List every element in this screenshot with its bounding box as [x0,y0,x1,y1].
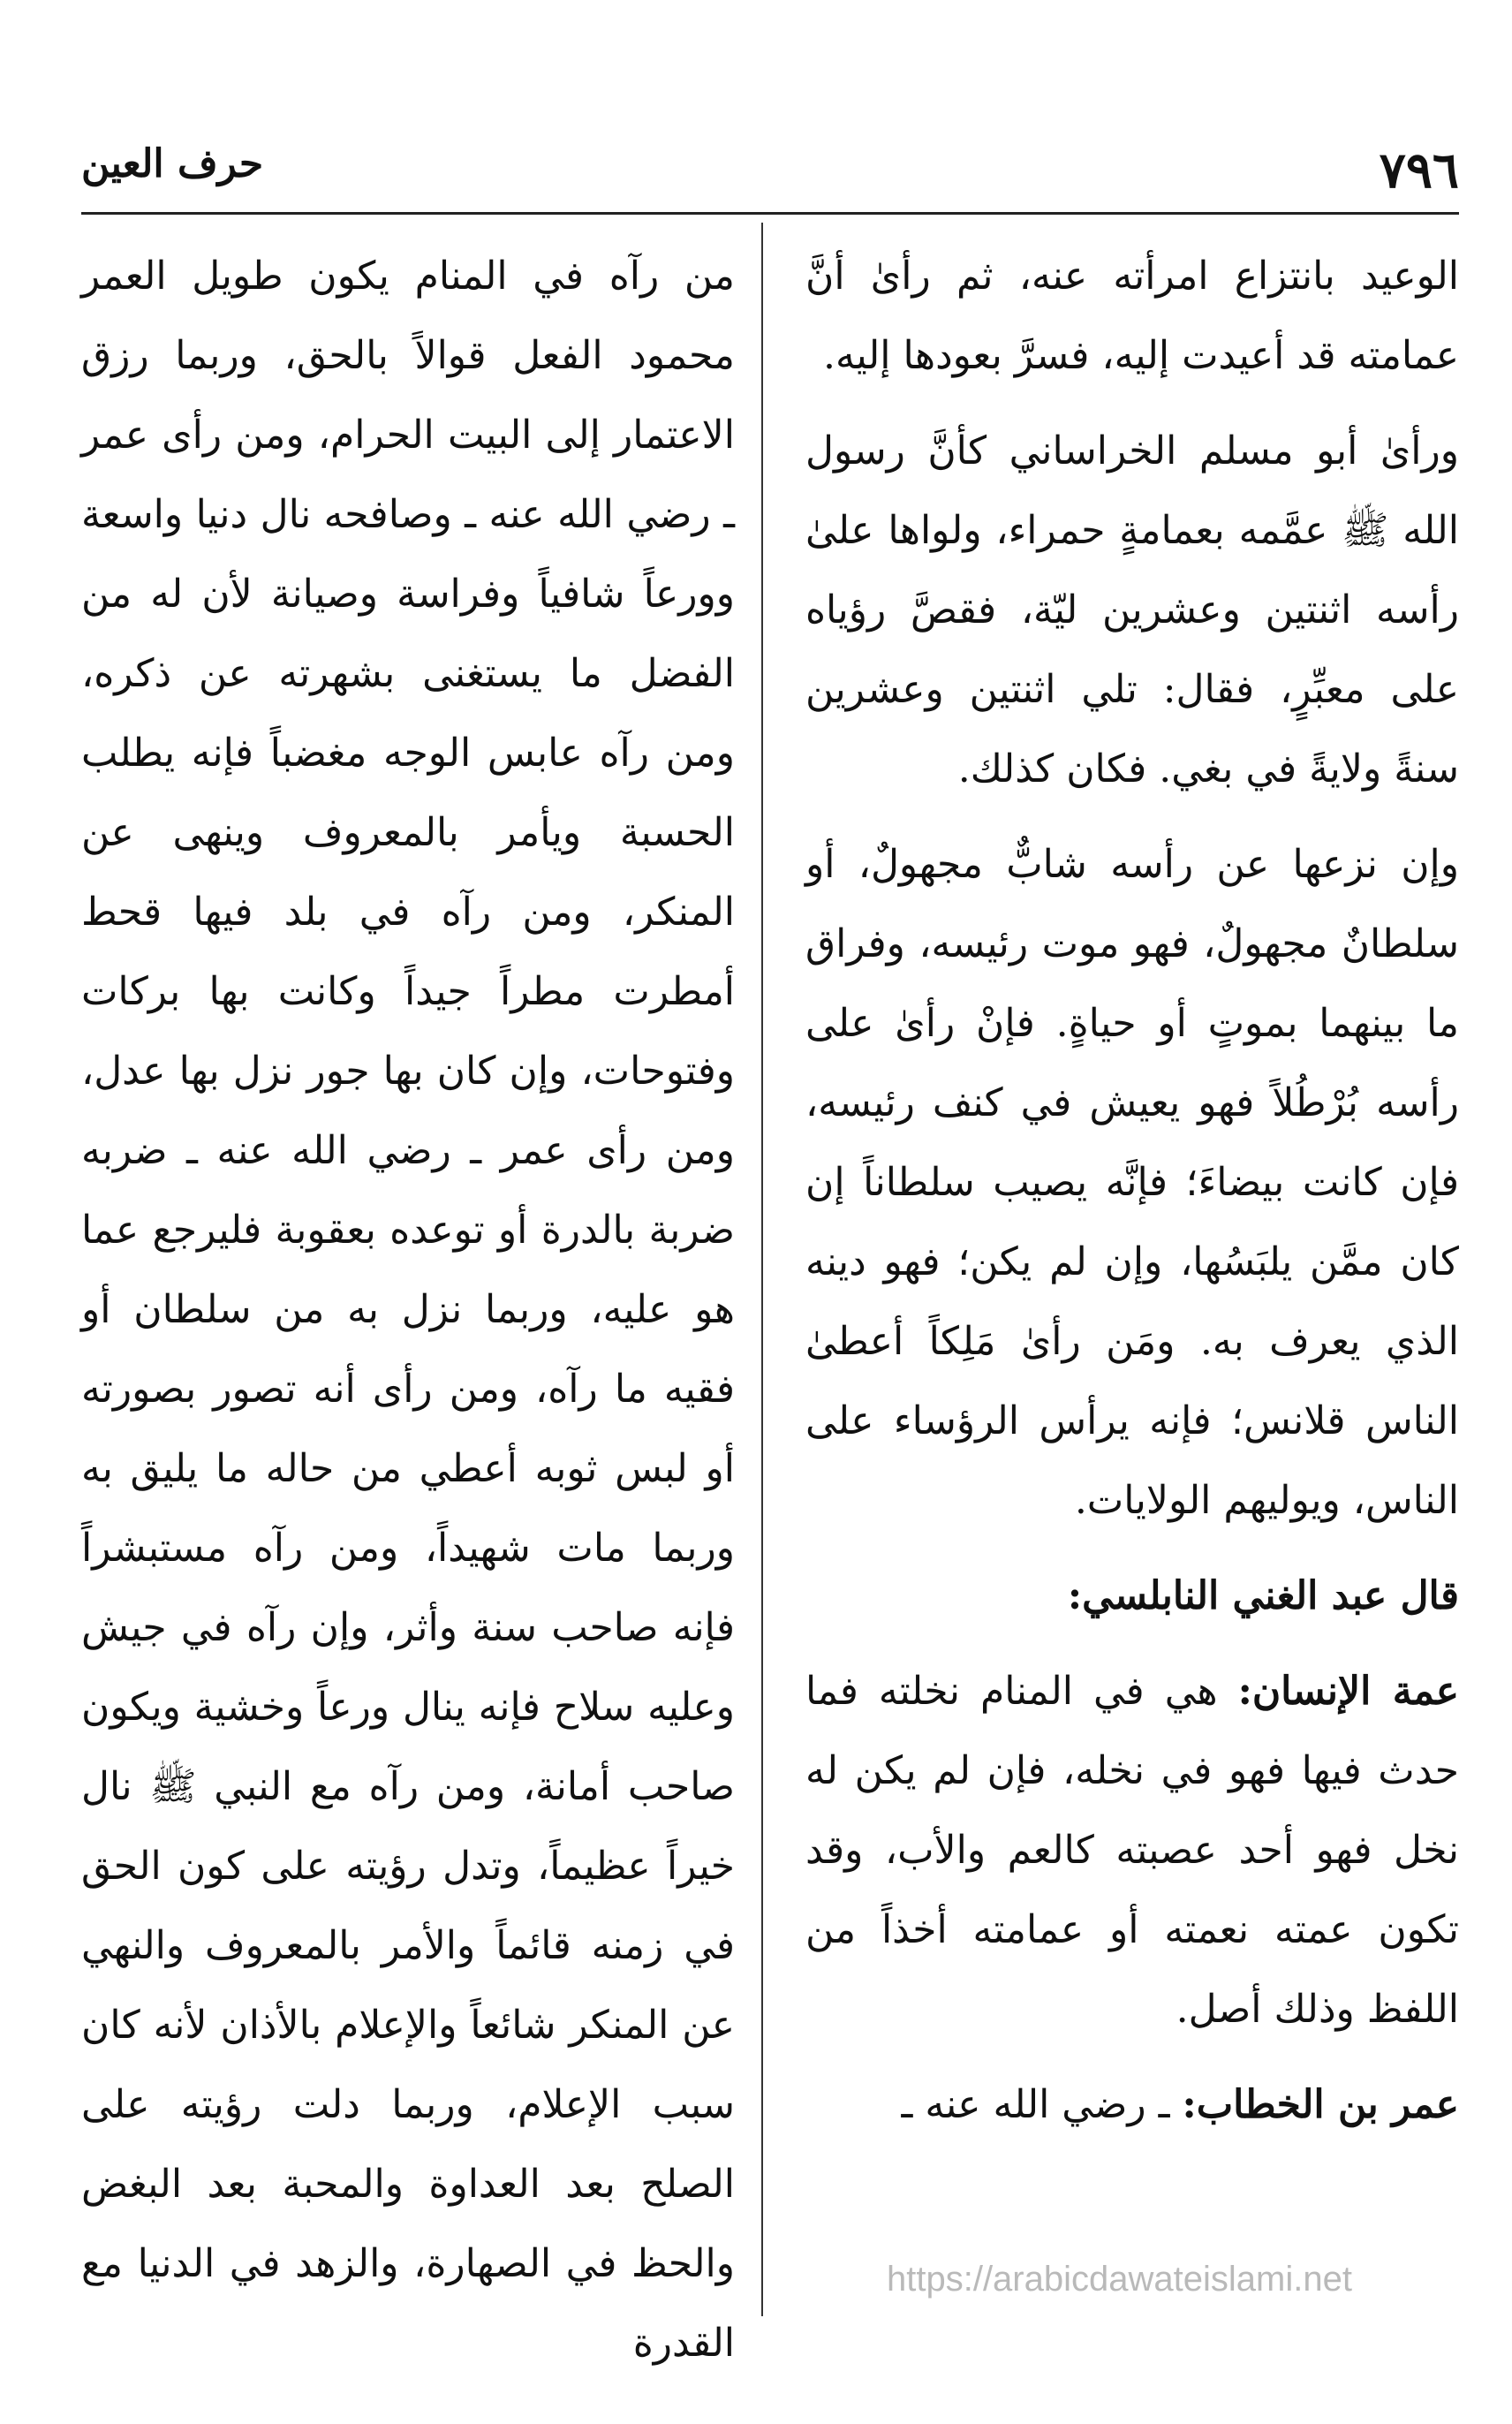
paragraph: من رآه في المنام يكون طويل العمر محمود الفعل قوالاً بالحق، وربما رزق الاعتمار إلى البيت الحرام، ومن رأى عمر ـ رضي الله عنه ـ وصافحه نال دنيا واسعة وورعاً شافياً وفراسة وصيانة لأن له من الفضل ما يستغنى بشهرته عن ذكره، ومن رآه عابس الوجه مغضباً فإنه يطلب الحسبة ويأمر بالمعروف وينهى عن المنكر، ومن رآه في بلد فيها قحط أمطرت مطراً جيداً وكانت بها بركات وفتوحات، وإن كان بها جور نزل بها عدل، ومن رأى عمر ـ رضي الله عنه ـ ضربه ضربة بالدرة أو توعده بعقوبة فليرجع عما هو عليه، وربما نزل به من سلطان أو فقيه ما رآه، ومن رأى أنه تصور بصورته أو لبس ثوبه أعطي من حاله ما يليق به وربما مات شهيداً، ومن رآه مستبشراً فإنه صاحب سنة وأثر، وإن رآه في جيش وعليه سلاح فإنه ينال ورعاً وخشية ويكون صاحب أمانة، ومن رآه مع النبي ﷺ نال خيراً عظيماً، وتدل رؤيته على كون الحق في زمنه قائماً والأمر بالمعروف والنهي عن المنكر شائعاً والإعلام بالأذان لأنه كان سبب الإعلام، وربما دلت رؤيته على الصلح بعد العداوة والمحبة بعد البغض والحظ في الصهارة، والزهد في الدنيا مع القدرة [81,254,735,2366]
section-heading: قال عبد الغني النابلسي: [1067,1573,1459,1618]
entry-text: ـ رضي الله عنه ـ [901,2082,1183,2127]
entry-text: هي في المنام نخلته فما حدث فيها فهو في نخله، فإن لم يكن له نخل فهو أحد عصبته كالعم والأب، وقد تكون عمته نعمته أو عمامته أخذاً من اللفظ وذلك أصل. [805,1669,1459,2032]
header-rule [81,212,1459,215]
right-column [805,237,1459,2161]
running-title: حرف العين [81,141,264,186]
paragraph [805,1652,1459,2049]
watermark-url: https://arabicdawateislami.net [887,2260,1352,2299]
paragraph: الوعيد بانتزاع امرأته عنه، ثم رأىٰ أنَّ عمامته قد أعيدت إليه، فسرَّ بعودها إليه. [805,254,1459,378]
left-column [81,237,735,2399]
paragraph: ورأىٰ أبو مسلم الخراساني كأنَّ رسول الله ﷺ عمَّمه بعمامةٍ حمراء، ولواها علىٰ رأسه اثنتين وعشرين ليّة، فقصَّ رؤياه على معبِّرٍ، فقال: تلي اثنتين وعشرين سنةً ولايةً في بغي. فكان كذلك. [805,428,1459,792]
column-divider [761,223,763,2316]
page-number: ٧٩٦ [1379,141,1459,200]
paragraph [805,2065,1459,2145]
page-header [81,141,1459,203]
paragraph: وإن نزعها عن رأسه شابٌّ مجهولٌ، أو سلطانٌ مجهولٌ، فهو موت رئيسه، وفراق ما بينهما بموتٍ أو حياةٍ. فإنْ رأىٰ على رأسه بُرْطُلاً فهو يعيش في كنف رئيسه، فإن كانت بيضاءَ؛ فإنَّه يصيب سلطاناً إن كان ممَّن يلبَسُها، وإن لم يكن؛ فهو دينه الذي يعرف به. ومَن رأىٰ مَلِكاً أعطىٰ الناس قلانس؛ فإنه يرأس الرؤساء على الناس، ويوليهم الولايات. [805,842,1459,1523]
entry-term: عمة الإنسان: [1237,1669,1459,1714]
entry-term: عمر بن الخطاب: [1182,2082,1459,2127]
